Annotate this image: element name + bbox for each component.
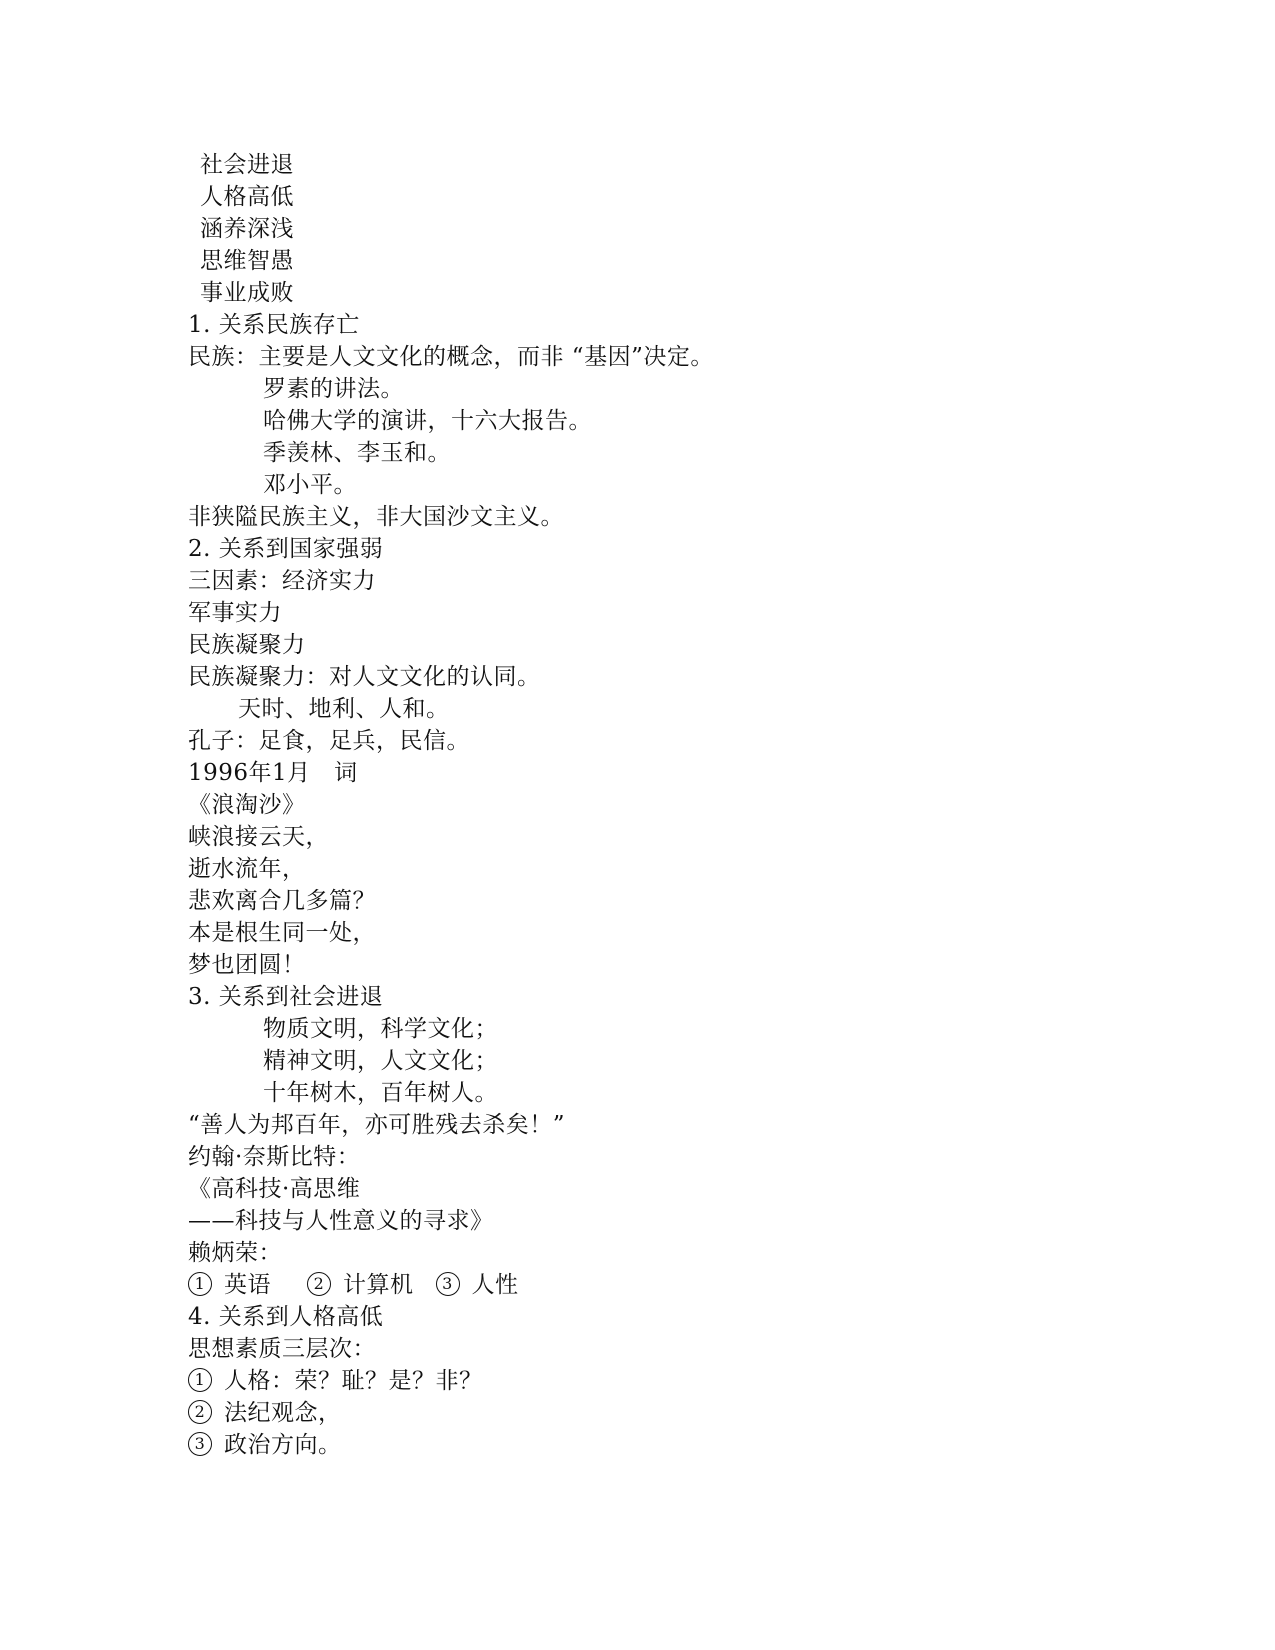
text-line: 季羡林、李玉和。 xyxy=(263,440,451,466)
circled-number: 2 xyxy=(188,1400,212,1424)
circled-number: 2 xyxy=(307,1272,331,1296)
text-line: 民族凝聚力：对人文文化的认同。 xyxy=(188,664,541,690)
text-line: 社会进退 xyxy=(200,152,294,178)
text-line: 天时、地利、人和。 xyxy=(238,696,450,722)
text-line: 人格高低 xyxy=(200,184,294,210)
circled-number: 1 xyxy=(188,1272,212,1296)
list-item-text: 政治方向。 xyxy=(224,1432,342,1458)
text-line: 思维智愚 xyxy=(200,248,294,274)
poem-title: 《浪淘沙》 xyxy=(188,792,306,818)
text-line: 赖炳荣： xyxy=(188,1240,282,1266)
text-line: 三因素：经济实力 xyxy=(188,568,376,594)
section-heading-3: 3. 关系到社会进退 xyxy=(188,984,384,1010)
text-line: 事业成败 xyxy=(200,280,294,306)
circled-number: 1 xyxy=(188,1368,212,1392)
list-item xyxy=(188,1429,1088,1461)
text-line: 非狭隘民族主义，非大国沙文主义。 xyxy=(188,504,564,530)
text-line: 民族凝聚力 xyxy=(188,632,306,658)
text-line: 民族：主要是人文文化的概念，而非 “基因”决定。 xyxy=(188,344,714,370)
list-item-text: 英语 xyxy=(224,1272,271,1298)
list-item-text: 人性 xyxy=(471,1272,519,1298)
list-item-text: 人格：荣？耻？是？非？ xyxy=(224,1368,483,1394)
list-item xyxy=(188,1397,1088,1429)
text-line: 物质文明，科学文化； xyxy=(263,1016,498,1042)
text-line: 约翰·奈斯比特： xyxy=(188,1144,361,1170)
quote-line: “善人为邦百年，亦可胜残去杀矣！” xyxy=(188,1112,566,1138)
numbered-inline-list xyxy=(188,1269,1088,1301)
poem-line: 峡浪接云天， xyxy=(188,824,329,850)
document-body xyxy=(188,149,1088,1461)
section-heading-2: 2. 关系到国家强弱 xyxy=(188,536,384,562)
poem-line: 逝水流年， xyxy=(188,856,306,882)
list-item-text: 计算机 xyxy=(343,1272,414,1298)
section-heading-1: 1. 关系民族存亡 xyxy=(188,312,360,338)
text-line: 精神文明，人文文化； xyxy=(263,1048,498,1074)
text-line: 军事实力 xyxy=(188,600,282,626)
list-item xyxy=(188,1365,1088,1397)
section-heading-4: 4. 关系到人格高低 xyxy=(188,1304,384,1330)
text-line: 1996年1月 词 xyxy=(188,760,358,786)
text-line: 孔子：足食，足兵，民信。 xyxy=(188,728,470,754)
text-line: 十年树木，百年树人。 xyxy=(263,1080,498,1106)
poem-line: 悲欢离合几多篇？ xyxy=(188,888,376,914)
circled-number: 3 xyxy=(436,1272,460,1296)
text-line: 罗素的讲法。 xyxy=(263,376,404,402)
list-item-text: 法纪观念， xyxy=(224,1400,342,1426)
text-line: 哈佛大学的演讲，十六大报告。 xyxy=(263,408,592,434)
poem-line: 本是根生同一处， xyxy=(188,920,376,946)
circled-number: 3 xyxy=(188,1432,212,1456)
text-line: 思想素质三层次： xyxy=(188,1336,376,1362)
text-line: 邓小平。 xyxy=(263,472,357,498)
poem-line: 梦也团圆！ xyxy=(188,952,306,978)
book-title: 《高科技·高思维 xyxy=(188,1176,361,1202)
text-line: 涵养深浅 xyxy=(200,216,294,242)
book-subtitle: ——科技与人性意义的寻求》 xyxy=(188,1208,494,1234)
